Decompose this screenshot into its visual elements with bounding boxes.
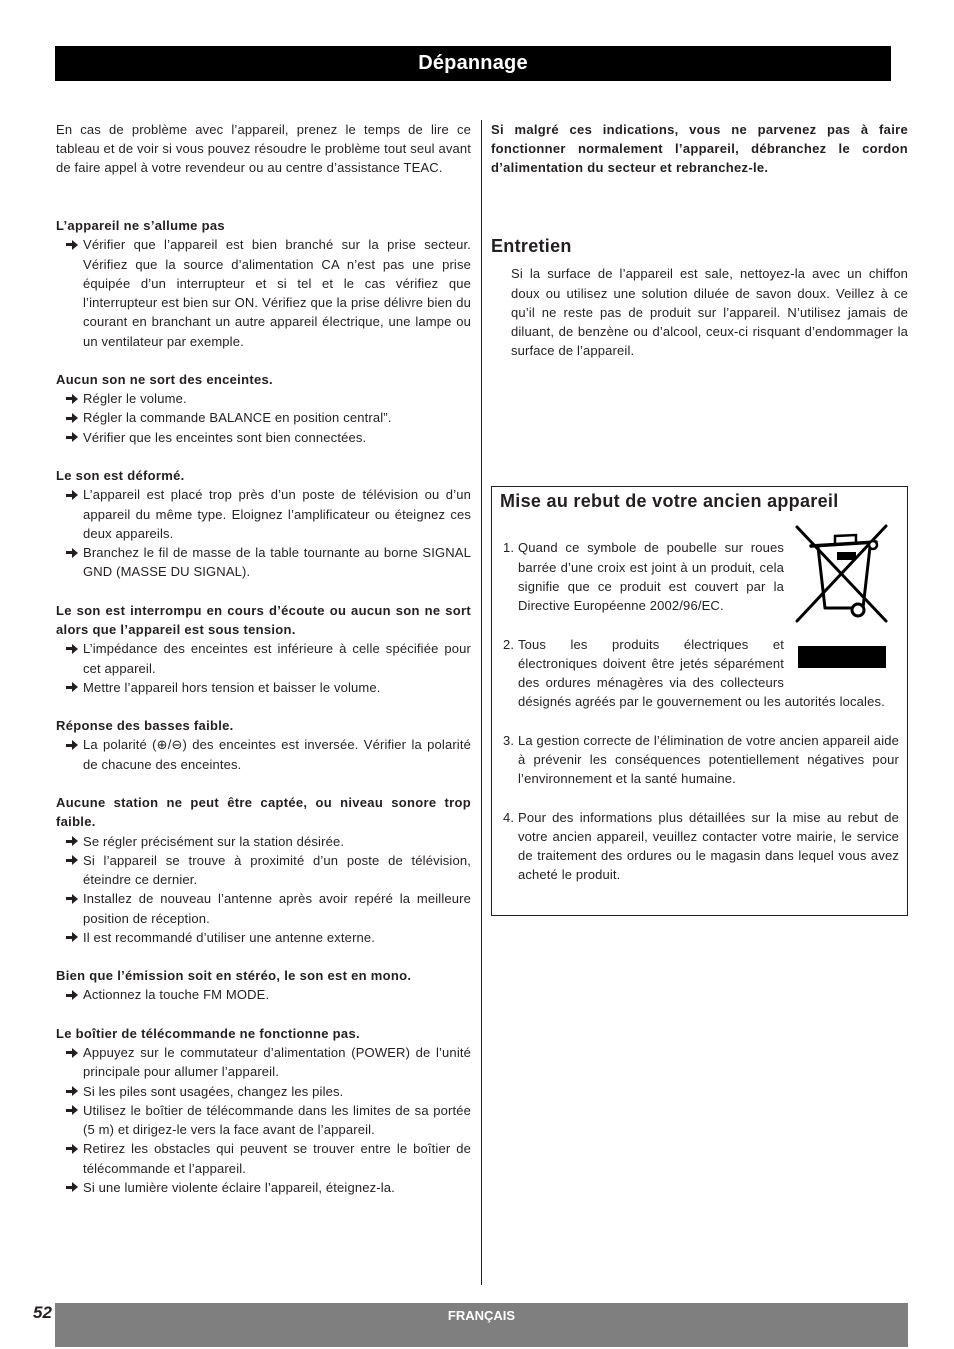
item-text: Tous les produits électriques et électroniques doivent être jetés séparément des ordures ménagères via des collecteurs désignés agréés par le gouvernement ou les autorités locales. bbox=[518, 636, 885, 710]
solution-text: Il est recommandé d’utiliser une antenne externe. bbox=[83, 929, 376, 945]
page-number: 52 bbox=[33, 1303, 52, 1322]
solution-text: Mettre l’appareil hors tension et baisser le volume. bbox=[83, 679, 381, 695]
problem-title: L’appareil ne s’allume pas bbox=[56, 218, 225, 234]
arrow-right-icon bbox=[66, 1048, 78, 1058]
footer-language: FRANÇAIS bbox=[447, 1308, 516, 1323]
item-number: 3. bbox=[503, 732, 515, 748]
solution-text: L’impédance des enceintes est inférieure à celle spécifiée pour cet appareil. bbox=[83, 641, 471, 676]
arrow-right-icon bbox=[66, 990, 78, 1000]
troubleshooting-section bbox=[56, 216, 471, 351]
solution-text: Si l’appareil se trouve à proximité d’un poste de télévision, éteindre ce dernier. bbox=[83, 852, 471, 888]
solution-text: Actionnez la touche FM MODE. bbox=[83, 987, 270, 1003]
arrow-right-icon bbox=[66, 855, 78, 865]
solution-list bbox=[56, 485, 471, 581]
intro-paragraph: En cas de problème avec l’appareil, prenez le temps de lire ce tableau et de voir si vous pouvez résoudre le problème tout seul avant de faire appel à votre revendeur ou au centre d’assistance TEAC. bbox=[56, 122, 471, 176]
solution-list bbox=[56, 985, 471, 1004]
title-bar bbox=[55, 46, 891, 81]
disposal-item bbox=[503, 731, 899, 789]
arrow-right-icon bbox=[66, 490, 78, 500]
solution-item bbox=[56, 428, 471, 447]
solution-list bbox=[56, 735, 471, 773]
solution-text: Appuyez sur le commutateur d’alimentation (POWER) de l’unité principale pour allumer l’appareil. bbox=[83, 1045, 471, 1080]
solution-list bbox=[56, 1043, 471, 1197]
troubleshooting-section bbox=[56, 466, 471, 581]
arrow-right-icon bbox=[66, 932, 78, 942]
problem-title: Aucune station ne peut être captée, ou niveau sonore trop faible. bbox=[56, 795, 471, 830]
item-text: Pour des informations plus détaillées sur la mise au rebut de votre ancien appareil, veuillez contacter votre mairie, le service de traitement des ordures ou le magasin dans lequel vous avez acheté le produit. bbox=[518, 809, 899, 883]
item-number: 1. bbox=[503, 540, 515, 556]
arrow-right-icon bbox=[66, 1105, 78, 1115]
troubleshooting-section bbox=[56, 601, 471, 697]
arrow-right-icon bbox=[66, 740, 78, 750]
item-number: 4. bbox=[503, 809, 515, 825]
page-title: Dépannage bbox=[418, 52, 528, 74]
solution-item bbox=[56, 235, 471, 350]
arrow-right-icon bbox=[66, 1144, 78, 1154]
arrow-right-icon bbox=[66, 240, 78, 250]
solution-text: Utilisez le boîtier de télécommande dans les limites de sa portée (5 m) et dirigez-le vers la face avant de l’appareil. bbox=[83, 1102, 471, 1138]
arrow-right-icon bbox=[66, 548, 78, 558]
troubleshooting-section bbox=[56, 370, 471, 447]
arrow-right-icon bbox=[66, 894, 78, 904]
solution-list bbox=[56, 389, 471, 447]
solution-item bbox=[56, 1082, 471, 1101]
problem-title: Le son est déformé. bbox=[56, 468, 185, 484]
item-text: Quand ce symbole de poubelle sur roues barrée d’une croix est joint à un produit, cela signifie que ce produit est couvert par la Directive Européenne 2002/96/EC. bbox=[518, 540, 784, 614]
arrow-right-icon bbox=[66, 394, 78, 404]
solution-text: L’appareil est placé trop près d’un poste de télévision ou d’un appareil du même type. Eloignez l’amplificateur ou éteignez ces deux appareils. bbox=[83, 487, 471, 541]
arrow-right-icon bbox=[66, 682, 78, 692]
item-number: 2. bbox=[503, 636, 515, 652]
footer-bar bbox=[55, 1303, 908, 1347]
troubleshooting-section bbox=[56, 1024, 471, 1197]
solution-item bbox=[56, 1178, 471, 1197]
solution-text: Retirez les obstacles qui peuvent se trouver entre le boîtier de télécommande et l’appareil. bbox=[83, 1141, 471, 1176]
arrow-right-icon bbox=[66, 432, 78, 442]
item-text: La gestion correcte de l’élimination de votre ancien appareil aide à prévenir les conséquences potentiellement négatives pour l’environnement et la santé humaine. bbox=[518, 732, 899, 787]
disposal-title: Mise au rebut de votre ancien appareil bbox=[500, 491, 839, 511]
solution-text: Vérifier que les enceintes sont bien connectées. bbox=[83, 429, 367, 445]
solution-text: Installez de nouveau l’antenne après avoir repéré la meilleure position de réception. bbox=[83, 891, 471, 926]
troubleshooting-section bbox=[56, 793, 471, 947]
maintenance-text: Si la surface de l’appareil est sale, nettoyez-la avec un chiffon doux ou utilisez une solution diluée de savon doux. Veillez à ce qu’il ne reste pas de produit sur l’appareil. N’utilisez jamais de diluant, de benzène ou d’alcool, ceux-ci risquant d’endommager la surface de l’appareil. bbox=[511, 266, 908, 359]
disposal-item bbox=[503, 808, 899, 885]
solution-item bbox=[56, 851, 471, 889]
solution-item bbox=[56, 832, 471, 851]
solution-text: Si les piles sont usagées, changez les piles. bbox=[83, 1083, 344, 1099]
solution-text: Régler la commande BALANCE en position central”. bbox=[83, 410, 392, 426]
solution-item bbox=[56, 985, 471, 1004]
disposal-item bbox=[503, 635, 899, 712]
crossed-out-wheelie-bin-icon bbox=[794, 522, 889, 624]
problem-title: Le son est interrompu en cours d’écoute ou aucun son ne sort alors que l’appareil est sous tension. bbox=[56, 602, 471, 638]
solution-text: Branchez le fil de masse de la table tournante au borne SIGNAL GND (MASSE DU SIGNAL). bbox=[83, 545, 471, 580]
problem-title: Réponse des basses faible. bbox=[56, 718, 234, 734]
maintenance-title: Entretien bbox=[491, 236, 572, 256]
solution-text: Si une lumière violente éclaire l’appareil, éteignez-la. bbox=[83, 1179, 395, 1195]
arrow-right-icon bbox=[66, 413, 78, 423]
problem-title: Bien que l’émission soit en stéréo, le son est en mono. bbox=[56, 968, 412, 984]
troubleshooting-section bbox=[56, 966, 471, 1004]
solution-item bbox=[56, 1139, 471, 1177]
solution-item bbox=[56, 408, 471, 427]
solution-item bbox=[56, 389, 471, 408]
solution-list bbox=[56, 832, 471, 947]
arrow-right-icon bbox=[66, 1086, 78, 1096]
problem-title: Le boîtier de télécommande ne fonctionne pas. bbox=[56, 1025, 360, 1041]
solution-text: Vérifier que l’appareil est bien branché sur la prise secteur. Vérifiez que la source d’alimentation CA n’est pas une prise équipée d’un interrupteur et si tel et le cas vérifiez que l’interrupteur est bien sur ON. Vérifiez que la prise délivre bien du courant en branchant un autre appareil électrique, une lampe ou un ventilateur par exemple. bbox=[83, 237, 471, 349]
arrow-right-icon bbox=[66, 1182, 78, 1192]
solution-item bbox=[56, 1101, 471, 1139]
solution-text: La polarité (⊕/⊖) des enceintes est inversée. Vérifier la polarité de chacune des enceintes. bbox=[83, 737, 471, 772]
solution-item bbox=[56, 1043, 471, 1081]
solution-item bbox=[56, 735, 471, 773]
solution-list bbox=[56, 235, 471, 350]
solution-item bbox=[56, 928, 471, 947]
disposal-box bbox=[491, 486, 908, 916]
column-divider bbox=[481, 120, 482, 1285]
solution-list bbox=[56, 639, 471, 697]
troubleshooting-section bbox=[56, 716, 471, 774]
disposal-list bbox=[492, 538, 899, 884]
solution-item bbox=[56, 639, 471, 677]
solution-text: Se régler précisément sur la station désirée. bbox=[83, 833, 345, 849]
solution-item bbox=[56, 485, 471, 543]
disposal-item bbox=[503, 538, 899, 615]
arrow-right-icon bbox=[66, 836, 78, 846]
solution-item bbox=[56, 678, 471, 697]
troubleshooting-column bbox=[56, 120, 471, 1216]
solution-text: Régler le volume. bbox=[83, 391, 187, 407]
problem-title: Aucun son ne sort des enceintes. bbox=[56, 372, 273, 388]
solution-item bbox=[56, 543, 471, 581]
arrow-right-icon bbox=[66, 644, 78, 654]
reset-note: Si malgré ces indications, vous ne parvenez pas à faire fonctionner normalement l’appareil, débranchez le cordon d’alimentation du secteur et rebranchez-le. bbox=[491, 122, 908, 176]
solution-item bbox=[56, 889, 471, 927]
